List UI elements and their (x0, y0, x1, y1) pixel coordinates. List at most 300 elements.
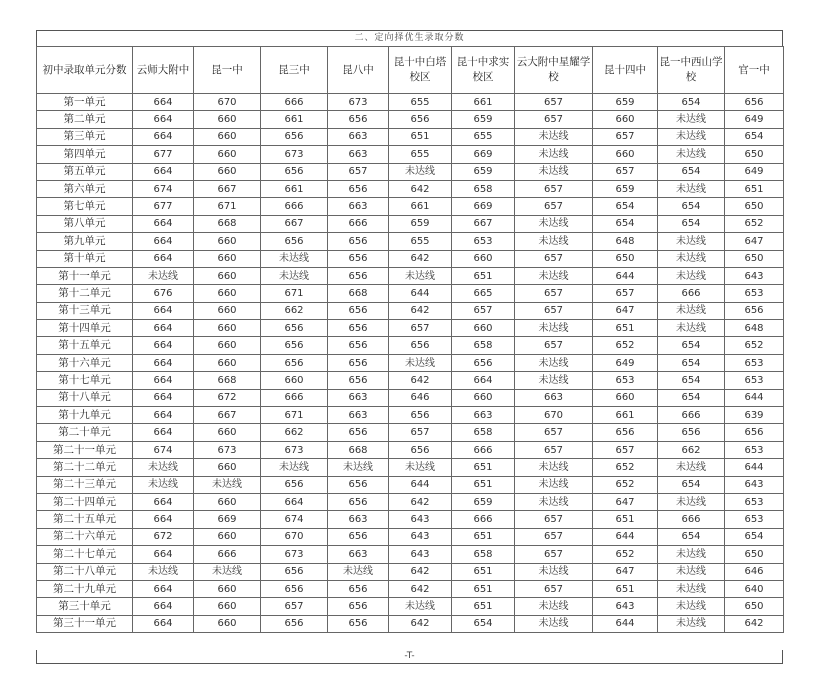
score-cell: 664 (133, 493, 194, 510)
unit-name-cell: 第二十五单元 (37, 511, 133, 528)
score-cell: 650 (593, 250, 658, 267)
column-header: 昆三中 (261, 47, 328, 94)
score-cell: 656 (328, 424, 389, 441)
score-cell: 657 (593, 285, 658, 302)
score-cell: 未达线 (658, 267, 725, 284)
table-row (37, 337, 784, 354)
table-row (37, 302, 784, 319)
score-cell: 661 (593, 407, 658, 424)
score-cell: 651 (452, 563, 515, 580)
score-cell: 657 (389, 424, 452, 441)
score-cell: 644 (389, 476, 452, 493)
score-cell: 659 (593, 94, 658, 111)
score-cell: 658 (452, 546, 515, 563)
score-cell: 656 (593, 424, 658, 441)
score-cell: 656 (261, 354, 328, 371)
score-cell: 650 (725, 598, 784, 615)
score-cell: 660 (194, 424, 261, 441)
score-cell: 660 (194, 615, 261, 632)
score-cell: 656 (261, 476, 328, 493)
score-cell: 656 (658, 424, 725, 441)
score-cell: 654 (658, 198, 725, 215)
score-cell: 656 (328, 493, 389, 510)
table-row (37, 250, 784, 267)
score-cell: 664 (261, 493, 328, 510)
table-row (37, 563, 784, 580)
score-cell: 未达线 (658, 598, 725, 615)
unit-name-cell: 第二十一单元 (37, 441, 133, 458)
unit-name-cell: 第二十七单元 (37, 546, 133, 563)
score-cell: 659 (389, 215, 452, 232)
score-cell: 654 (658, 94, 725, 111)
score-cell: 664 (133, 511, 194, 528)
table-row (37, 320, 784, 337)
score-cell: 669 (194, 511, 261, 528)
score-cell: 664 (133, 163, 194, 180)
score-cell: 656 (261, 163, 328, 180)
score-cell: 未达线 (658, 320, 725, 337)
score-cell: 656 (328, 233, 389, 250)
score-cell: 661 (261, 180, 328, 197)
score-cell: 666 (658, 511, 725, 528)
score-cell: 661 (261, 111, 328, 128)
score-cell: 未达线 (658, 459, 725, 476)
score-cell: 651 (452, 598, 515, 615)
score-cell: 660 (593, 146, 658, 163)
score-cell: 654 (725, 528, 784, 545)
score-cell: 656 (261, 580, 328, 597)
score-cell: 653 (725, 354, 784, 371)
score-cell: 643 (725, 267, 784, 284)
table-row (37, 215, 784, 232)
score-cell: 651 (593, 320, 658, 337)
score-cell: 643 (389, 546, 452, 563)
unit-name-cell: 第三单元 (37, 128, 133, 145)
score-cell: 657 (515, 511, 593, 528)
score-cell: 655 (389, 233, 452, 250)
score-cell: 671 (261, 407, 328, 424)
score-cell: 未达线 (194, 563, 261, 580)
score-cell: 未达线 (515, 354, 593, 371)
score-cell: 650 (725, 146, 784, 163)
score-cell: 652 (725, 215, 784, 232)
score-cell: 673 (261, 146, 328, 163)
score-cell: 665 (452, 285, 515, 302)
score-cell: 643 (725, 476, 784, 493)
score-sheet (36, 30, 783, 670)
score-cell: 657 (515, 180, 593, 197)
score-cell: 648 (593, 233, 658, 250)
score-cell: 677 (133, 146, 194, 163)
score-cell: 653 (725, 493, 784, 510)
table-row (37, 407, 784, 424)
score-cell: 660 (452, 250, 515, 267)
unit-name-cell: 第二十九单元 (37, 580, 133, 597)
header-row (37, 47, 784, 94)
score-cell: 653 (725, 511, 784, 528)
score-cell: 未达线 (194, 476, 261, 493)
score-cell: 642 (389, 563, 452, 580)
score-cell: 656 (389, 111, 452, 128)
score-cell: 未达线 (133, 267, 194, 284)
score-cell: 656 (389, 441, 452, 458)
score-cell: 660 (261, 372, 328, 389)
score-cell: 664 (133, 320, 194, 337)
unit-name-cell: 第十六单元 (37, 354, 133, 371)
score-cell: 668 (328, 441, 389, 458)
table-row (37, 615, 784, 632)
score-cell: 654 (658, 163, 725, 180)
score-cell: 656 (328, 250, 389, 267)
score-cell: 664 (133, 389, 194, 406)
sheet-title: 二、定向择优生录取分数 (36, 30, 783, 46)
unit-name-cell: 第七单元 (37, 198, 133, 215)
score-cell: 未达线 (515, 615, 593, 632)
score-cell: 660 (194, 111, 261, 128)
score-cell: 未达线 (658, 128, 725, 145)
score-cell: 667 (194, 407, 261, 424)
unit-name-cell: 第十九单元 (37, 407, 133, 424)
score-cell: 664 (452, 372, 515, 389)
score-cell: 646 (389, 389, 452, 406)
unit-name-cell: 第十二单元 (37, 285, 133, 302)
score-cell: 651 (452, 528, 515, 545)
score-cell: 656 (261, 615, 328, 632)
table-row (37, 493, 784, 510)
score-cell: 664 (133, 337, 194, 354)
score-cell: 656 (328, 354, 389, 371)
score-cell: 667 (261, 215, 328, 232)
unit-name-cell: 第六单元 (37, 180, 133, 197)
score-cell: 649 (593, 354, 658, 371)
score-cell: 663 (452, 407, 515, 424)
table-row (37, 580, 784, 597)
score-cell: 未达线 (658, 493, 725, 510)
table-row (37, 389, 784, 406)
score-cell: 660 (194, 285, 261, 302)
score-cell: 未达线 (515, 563, 593, 580)
score-cell: 642 (389, 493, 452, 510)
table-row (37, 354, 784, 371)
score-cell: 未达线 (658, 180, 725, 197)
score-cell: 656 (389, 407, 452, 424)
score-cell: 656 (328, 180, 389, 197)
score-cell: 660 (194, 354, 261, 371)
score-cell: 657 (515, 337, 593, 354)
score-cell: 642 (389, 302, 452, 319)
score-cell: 666 (261, 94, 328, 111)
score-cell: 653 (725, 285, 784, 302)
score-cell: 657 (261, 598, 328, 615)
score-cell: 未达线 (515, 163, 593, 180)
unit-name-cell: 第十单元 (37, 250, 133, 267)
score-cell: 639 (725, 407, 784, 424)
score-cell: 未达线 (515, 493, 593, 510)
score-cell: 661 (452, 94, 515, 111)
unit-name-cell: 第三十一单元 (37, 615, 133, 632)
score-cell: 657 (515, 441, 593, 458)
score-cell: 673 (261, 441, 328, 458)
unit-name-cell: 第四单元 (37, 146, 133, 163)
score-cell: 674 (133, 180, 194, 197)
unit-name-cell: 第十一单元 (37, 267, 133, 284)
score-cell: 656 (328, 372, 389, 389)
score-cell: 649 (725, 163, 784, 180)
score-table (36, 46, 784, 633)
score-cell: 671 (194, 198, 261, 215)
column-header: 昆一中 (194, 47, 261, 94)
score-cell: 668 (194, 372, 261, 389)
score-cell: 657 (515, 250, 593, 267)
unit-name-cell: 第十三单元 (37, 302, 133, 319)
score-cell: 662 (658, 441, 725, 458)
unit-name-cell: 第十八单元 (37, 389, 133, 406)
score-cell: 未达线 (389, 598, 452, 615)
score-cell: 未达线 (328, 563, 389, 580)
score-cell: 660 (194, 250, 261, 267)
table-row (37, 94, 784, 111)
score-cell: 642 (389, 580, 452, 597)
score-cell: 655 (389, 94, 452, 111)
column-header: 官一中 (725, 47, 784, 94)
score-cell: 656 (725, 302, 784, 319)
score-cell: 663 (328, 128, 389, 145)
score-cell: 654 (658, 389, 725, 406)
score-cell: 656 (261, 337, 328, 354)
unit-name-cell: 第十七单元 (37, 372, 133, 389)
score-cell: 653 (725, 372, 784, 389)
score-cell: 656 (261, 563, 328, 580)
score-cell: 663 (328, 389, 389, 406)
unit-name-cell: 第二十单元 (37, 424, 133, 441)
score-cell: 661 (389, 198, 452, 215)
score-cell: 未达线 (515, 215, 593, 232)
score-cell: 651 (593, 511, 658, 528)
score-cell: 未达线 (389, 354, 452, 371)
score-cell: 669 (452, 198, 515, 215)
score-cell: 未达线 (658, 615, 725, 632)
score-cell: 662 (261, 302, 328, 319)
score-cell: 未达线 (133, 459, 194, 476)
score-cell: 652 (593, 476, 658, 493)
score-cell: 642 (725, 615, 784, 632)
score-cell: 660 (593, 111, 658, 128)
table-row (37, 459, 784, 476)
score-cell: 651 (389, 128, 452, 145)
score-cell: 655 (389, 146, 452, 163)
score-cell: 未达线 (658, 250, 725, 267)
score-cell: 668 (194, 215, 261, 232)
score-cell: 669 (452, 146, 515, 163)
score-cell: 657 (452, 302, 515, 319)
score-cell: 663 (328, 146, 389, 163)
score-cell: 656 (725, 94, 784, 111)
score-cell: 未达线 (515, 598, 593, 615)
column-header: 昆一中西山学校 (658, 47, 725, 94)
unit-name-cell: 第二十八单元 (37, 563, 133, 580)
score-cell: 657 (515, 285, 593, 302)
table-row (37, 441, 784, 458)
score-cell: 660 (194, 580, 261, 597)
score-cell: 657 (515, 111, 593, 128)
score-cell: 656 (328, 580, 389, 597)
score-cell: 668 (328, 285, 389, 302)
score-cell: 649 (725, 111, 784, 128)
score-cell: 未达线 (658, 302, 725, 319)
score-cell: 663 (515, 389, 593, 406)
score-cell: 666 (658, 285, 725, 302)
score-cell: 654 (725, 128, 784, 145)
score-cell: 652 (725, 337, 784, 354)
table-row (37, 598, 784, 615)
score-cell: 未达线 (658, 563, 725, 580)
unit-name-cell: 第十五单元 (37, 337, 133, 354)
score-cell: 644 (725, 389, 784, 406)
score-cell: 660 (194, 493, 261, 510)
score-cell: 657 (515, 302, 593, 319)
score-cell: 654 (658, 337, 725, 354)
score-cell: 未达线 (133, 476, 194, 493)
score-cell: 670 (261, 528, 328, 545)
score-cell: 654 (658, 372, 725, 389)
score-cell: 664 (133, 580, 194, 597)
score-cell: 663 (328, 198, 389, 215)
score-cell: 673 (194, 441, 261, 458)
score-cell: 653 (593, 372, 658, 389)
score-cell: 643 (389, 528, 452, 545)
score-cell: 654 (593, 198, 658, 215)
score-cell: 660 (452, 320, 515, 337)
score-cell: 642 (389, 372, 452, 389)
score-cell: 656 (261, 128, 328, 145)
score-cell: 654 (658, 354, 725, 371)
score-cell: 654 (593, 215, 658, 232)
column-header: 云师大附中 (133, 47, 194, 94)
score-cell: 657 (515, 546, 593, 563)
score-cell: 657 (515, 424, 593, 441)
score-cell: 660 (194, 598, 261, 615)
score-cell: 未达线 (515, 267, 593, 284)
score-cell: 660 (194, 302, 261, 319)
table-row (37, 528, 784, 545)
column-header: 初中录取单元分数 (37, 47, 133, 94)
score-cell: 未达线 (658, 546, 725, 563)
score-cell: 664 (133, 94, 194, 111)
score-cell: 659 (593, 180, 658, 197)
score-cell: 未达线 (261, 459, 328, 476)
score-cell: 未达线 (133, 563, 194, 580)
score-cell: 664 (133, 615, 194, 632)
table-row (37, 128, 784, 145)
score-cell: 663 (328, 407, 389, 424)
score-cell: 651 (593, 580, 658, 597)
score-cell: 未达线 (658, 233, 725, 250)
score-cell: 660 (194, 459, 261, 476)
score-cell: 664 (133, 250, 194, 267)
score-cell: 664 (133, 233, 194, 250)
score-cell: 670 (515, 407, 593, 424)
score-cell: 642 (389, 250, 452, 267)
score-cell: 664 (133, 546, 194, 563)
unit-name-cell: 第五单元 (37, 163, 133, 180)
table-row (37, 163, 784, 180)
score-cell: 642 (389, 615, 452, 632)
score-cell: 651 (452, 580, 515, 597)
score-cell: 640 (725, 580, 784, 597)
score-cell: 658 (452, 180, 515, 197)
score-cell: 660 (194, 320, 261, 337)
score-cell: 未达线 (515, 372, 593, 389)
score-cell: 657 (593, 128, 658, 145)
unit-name-cell: 第二十二单元 (37, 459, 133, 476)
score-cell: 676 (133, 285, 194, 302)
unit-name-cell: 第二十四单元 (37, 493, 133, 510)
score-cell: 666 (261, 389, 328, 406)
score-cell: 未达线 (389, 267, 452, 284)
score-cell: 677 (133, 198, 194, 215)
score-cell: 未达线 (515, 320, 593, 337)
score-cell: 659 (452, 493, 515, 510)
table-row (37, 111, 784, 128)
score-cell: 660 (194, 163, 261, 180)
score-cell: 未达线 (389, 459, 452, 476)
table-row (37, 511, 784, 528)
score-cell: 657 (515, 94, 593, 111)
score-cell: 656 (328, 615, 389, 632)
table-row (37, 372, 784, 389)
score-cell: 666 (452, 511, 515, 528)
score-cell: 656 (328, 320, 389, 337)
score-cell: 643 (389, 511, 452, 528)
score-cell: 667 (194, 180, 261, 197)
score-cell: 644 (593, 528, 658, 545)
table-row (37, 233, 784, 250)
score-cell: 654 (452, 615, 515, 632)
score-cell: 655 (452, 128, 515, 145)
score-cell: 654 (658, 528, 725, 545)
table-row (37, 180, 784, 197)
table-body (37, 94, 784, 633)
table-row (37, 267, 784, 284)
score-cell: 666 (452, 441, 515, 458)
score-cell: 660 (194, 146, 261, 163)
table-row (37, 424, 784, 441)
score-cell: 651 (452, 267, 515, 284)
unit-name-cell: 第二十三单元 (37, 476, 133, 493)
score-cell: 657 (593, 163, 658, 180)
score-cell: 647 (725, 233, 784, 250)
score-cell: 652 (593, 337, 658, 354)
score-cell: 656 (389, 337, 452, 354)
score-cell: 667 (452, 215, 515, 232)
score-cell: 657 (515, 198, 593, 215)
table-row (37, 285, 784, 302)
score-cell: 674 (133, 441, 194, 458)
score-cell: 670 (194, 94, 261, 111)
score-cell: 未达线 (515, 459, 593, 476)
score-cell: 664 (133, 128, 194, 145)
score-cell: 666 (328, 215, 389, 232)
column-header: 昆八中 (328, 47, 389, 94)
score-cell: 671 (261, 285, 328, 302)
score-cell: 664 (133, 111, 194, 128)
score-cell: 644 (389, 285, 452, 302)
score-cell: 660 (194, 337, 261, 354)
score-cell: 663 (328, 511, 389, 528)
unit-name-cell: 第二十六单元 (37, 528, 133, 545)
column-header: 昆十中白塔校区 (389, 47, 452, 94)
score-cell: 647 (593, 302, 658, 319)
